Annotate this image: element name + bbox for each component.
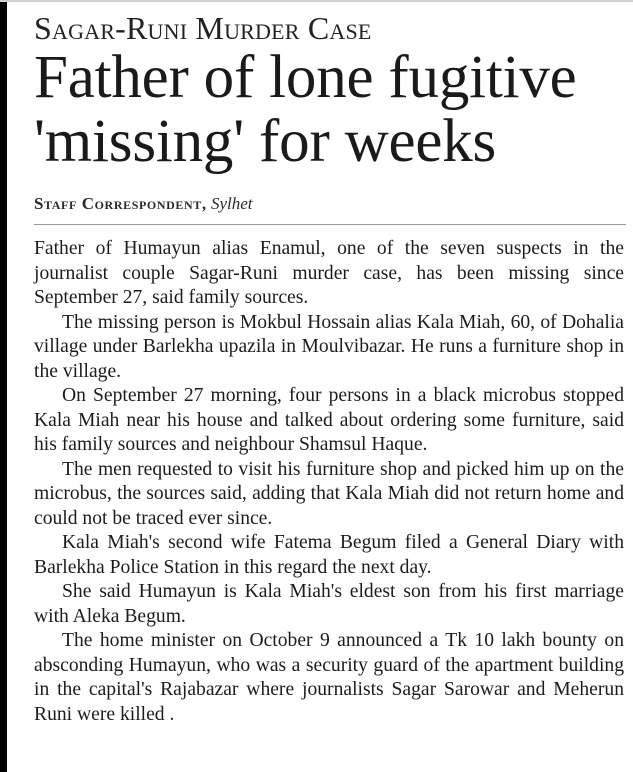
article-kicker: Sagar-Runi Murder Case xyxy=(34,10,372,46)
body-paragraph: The missing person is Mokbul Hossain alias Kala Miah, 60, of Dohalia village under Barlekha upazila in Moulvibazar. He runs a furniture shop in the village. xyxy=(34,311,624,382)
page-edge-rule xyxy=(0,0,7,772)
byline xyxy=(34,193,252,215)
body-paragraph: Kala Miah's second wife Fatema Begum filed a General Diary with Barlekha Police Station in this regard the next day. xyxy=(34,532,624,578)
byline-author: Staff Correspondent, xyxy=(34,194,207,213)
article-body xyxy=(34,237,624,727)
body-paragraph: Father of Humayun alias Enamul, one of the seven suspects in the journalist couple Sagar-Runi murder case, has been missing since September 27, said family sources. xyxy=(34,238,624,308)
headline-line-2: 'missing' for weeks xyxy=(34,108,497,175)
body-paragraph: The home minister on October 9 announced a Tk 10 lakh bounty on absconding Humayun, who was a security guard of the apartment building in the capital's Rajabazar where journalists Sagar Sarowar and Meherun Runi were killed . xyxy=(34,630,624,725)
headline-line-1: Father of lone fugitive xyxy=(34,44,577,111)
byline-location: Sylhet xyxy=(210,194,253,213)
top-border xyxy=(0,0,633,2)
body-paragraph: On September 27 morning, four persons in a black microbus stopped Kala Miah near his house and talked about ordering some furniture, said his family sources and neighbour Shamsul Haque. xyxy=(34,385,624,455)
body-paragraph: The men requested to visit his furniture shop and picked him up on the microbus, the sources said, adding that Kala Miah did not return home and could not be traced ever since. xyxy=(34,458,624,529)
article-headline xyxy=(34,46,633,174)
byline-divider xyxy=(34,224,626,225)
body-paragraph: She said Humayun is Kala Miah's eldest son from his first marriage with Aleka Begum. xyxy=(34,581,624,627)
